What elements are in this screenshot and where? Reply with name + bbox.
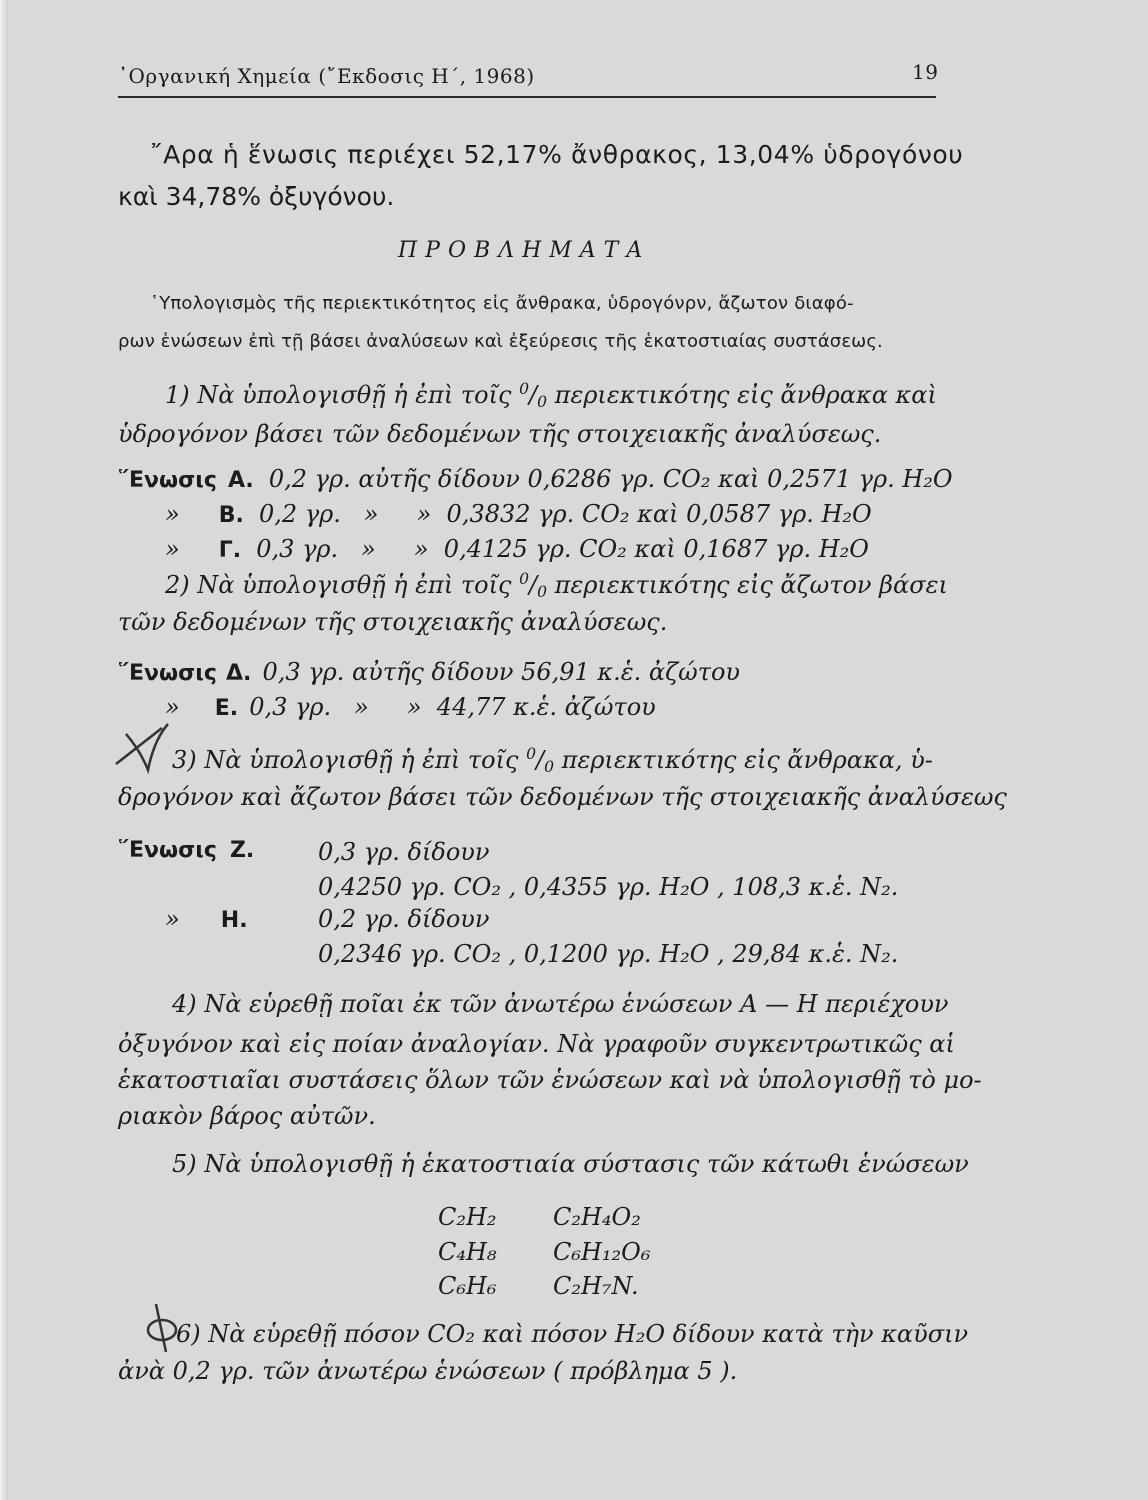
row-prefix: » (165, 500, 180, 528)
row-prefix: » (165, 905, 180, 933)
problem-1-line-1 (165, 380, 937, 411)
section-desc-2: ρων ἑνώσεων ἐπὶ τῇ βάσει ἀναλύσεων καὶ ἐξεύρεσις τῆς ἑκατοστιαίας συστάσεως. (118, 331, 883, 352)
row-label: A. (227, 468, 254, 493)
row-text: 0,3 γρ. » » 44,77 κ.ἑ. ἀζώτου (249, 693, 656, 721)
row-prefix: » (165, 693, 180, 721)
problem-1-row-a (118, 465, 953, 493)
problem-2-line-1-b: περιεκτικότης εἰς ἄζωτον βάσει (554, 571, 948, 599)
problem-6-line-1: 6) Νὰ εὑρεθῇ πόσον CO₂ καὶ πόσον H₂O δίδουν κατὰ τὴν καῦσιν (176, 1320, 969, 1348)
problem-3-row-h-b: 0,2346 γρ. CO₂ , 0,1200 γρ. H₂O , 29,84 κ.ἑ. N₂. (318, 940, 899, 968)
row-label: H. (220, 908, 248, 933)
problem-3-row-h (165, 905, 248, 933)
row-text: 0,3 γρ. » » 0,4125 γρ. CO₂ καὶ 0,1687 γρ. H₂O (256, 535, 869, 563)
problem-3-row-z-a: 0,3 γρ. δίδουν (318, 838, 490, 866)
problem-6-line-2: ἀνὰ 0,2 γρ. τῶν ἀνωτέρω ἑνώσεων ( πρόβλημα 5 ). (118, 1357, 738, 1385)
problem-4-line-2: ὀξυγόνον καὶ εἰς ποίαν ἀναλογίαν. Νὰ γραφοῦν συγκεντρωτικῶς αἱ (118, 1030, 955, 1058)
problem-3-line-1-a: 3) Νὰ ὑπολογισθῇ ἡ ἐπὶ τοῖς (172, 746, 519, 774)
problem-1-line-1-b: περιεκτικότης εἰς ἄνθρακα καὶ (554, 381, 937, 409)
header-rule (118, 96, 936, 98)
row-label: E. (214, 696, 239, 721)
row-label: Δ. (225, 661, 252, 686)
row-prefix: ῞Ενωσις (118, 468, 217, 493)
percent-sign: $^0/_0$ (519, 570, 548, 601)
section-desc-1: ῾Υπολογισμὸς τῆς περιεκτικότητος εἰς ἄνθρακα, ὑδρογόνρν, ἄζωτον διαφό- (150, 293, 854, 314)
binding-edge (0, 0, 8, 1500)
pencil-check-mark-icon (110, 720, 170, 780)
problem-1-row-g (165, 535, 869, 563)
intro-line-1: ῎Αρα ἡ ἕνωσις περιέχει 52,17% ἄνθρακος, 13,04% ὑδρογόνου (150, 140, 964, 169)
percent-sign: $^0/_0$ (526, 745, 555, 776)
formula: C₂H₂ (438, 1203, 497, 1231)
problem-2-line-1-a: 2) Νὰ ὑπολογισθῇ ἡ ἐπὶ τοῖς (165, 571, 512, 599)
problem-2-line-2: τῶν δεδομένων τῆς στοιχειακῆς ἀναλύσεως. (118, 608, 668, 636)
problem-2-line-1 (165, 570, 948, 601)
problem-1-row-b (165, 500, 872, 528)
problem-3-row-z (118, 838, 254, 863)
row-prefix: » (165, 535, 180, 563)
problem-4-line-4: ριακὸν βάρος αὐτῶν. (118, 1102, 376, 1130)
formula: C₂H₇N. (553, 1272, 639, 1300)
problem-1-line-1-a: 1) Νὰ ὑπολογισθῇ ἡ ἐπὶ τοῖς (165, 381, 512, 409)
problem-5-line-1: 5) Νὰ ὑπολογισθῇ ἡ ἑκατοστιαία σύστασις τῶν κάτωθι ἑνώσεων (172, 1150, 969, 1178)
row-label: Γ. (218, 538, 242, 563)
formula: C₂H₄O₂ (553, 1203, 641, 1231)
problem-3-line-1 (172, 745, 933, 776)
problem-4-line-1: 4) Νὰ εὑρεθῇ ποῖαι ἐκ τῶν ἀνωτέρω ἑνώσεων A — H περιέχουν (172, 990, 949, 1018)
running-title: ᾿Οργανική Χημεία (῎Εκδοσις Η΄, 1968) (118, 64, 535, 88)
problem-3-row-z-b: 0,4250 γρ. CO₂ , 0,4355 γρ. H₂O , 108,3 κ.ἑ. N₂. (318, 873, 899, 901)
page-number: 19 (912, 60, 939, 84)
row-text: 0,2 γρ. αὐτῆς δίδουν 0,6286 γρ. CO₂ καὶ 0,2571 γρ. H₂O (268, 465, 953, 493)
intro-line-2: καὶ 34,78% ὀξυγόνου. (118, 182, 395, 211)
problem-3-line-1-b: περιεκτικότης εἰς ἄνθρακα, ὑ- (561, 746, 933, 774)
row-label: B. (218, 503, 244, 528)
problem-2-row-e (165, 693, 656, 721)
row-prefix: ῞Ενωσις (118, 661, 217, 686)
section-title: ΠΡΟΒΛΗΜΑΤΑ (398, 238, 651, 263)
row-text: 0,3 γρ. αὐτῆς δίδουν 56,91 κ.ἑ. ἀζώτου (262, 658, 741, 686)
problem-3-row-h-a: 0,2 γρ. δίδουν (318, 905, 490, 933)
problem-4-line-3: ἑκατοστιαῖαι συστάσεις ὅλων τῶν ἑνώσεων καὶ νὰ ὑπολογισθῇ τὸ μο- (118, 1066, 982, 1094)
formula: C₆H₁₂O₆ (553, 1238, 651, 1266)
problem-2-row-d (118, 658, 740, 686)
problem-3-line-2: δρογόνον καὶ ἄζωτον βάσει τῶν δεδομένων τῆς στοιχειακῆς ἀναλύσεως (118, 783, 1007, 811)
row-label: Z. (229, 838, 255, 863)
row-prefix: ῞Ενωσις (118, 838, 217, 863)
formula: C₆H₆ (438, 1272, 497, 1300)
row-text: 0,2 γρ. » » 0,3832 γρ. CO₂ καὶ 0,0587 γρ. H₂O (259, 500, 872, 528)
formula: C₄H₈ (438, 1238, 497, 1266)
percent-sign: $^0/_0$ (519, 380, 548, 411)
problem-1-line-2: ὑδρογόνον βάσει τῶν δεδομένων τῆς στοιχειακῆς ἀναλύσεως. (118, 420, 882, 448)
